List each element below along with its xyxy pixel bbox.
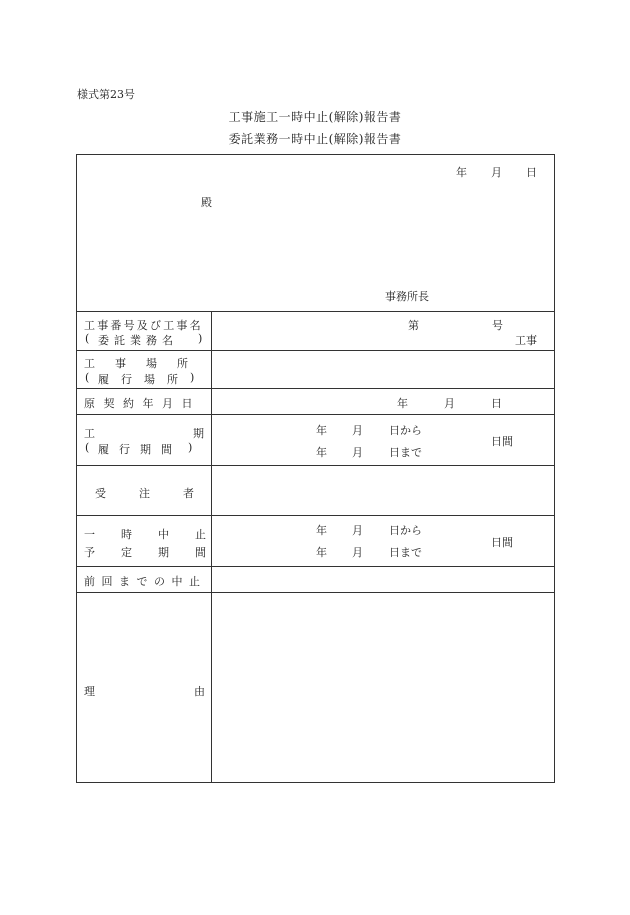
suspension-from-year: 年: [316, 524, 327, 537]
period-label-close: ): [188, 441, 193, 454]
period-to-month: 月: [352, 446, 363, 459]
form-number: 様式第23号: [77, 88, 135, 101]
suspension-to-year: 年: [316, 546, 327, 559]
contract-year-unit: 年: [397, 397, 408, 410]
period-to-year: 年: [316, 446, 327, 459]
period-to-day: 日まで: [389, 446, 422, 459]
work-name-label: 工事番号及び工事名: [84, 319, 203, 332]
period-from-month: 月: [352, 424, 363, 437]
commission-name-label-close: ): [198, 332, 203, 345]
suspension-from-month: 月: [352, 524, 363, 537]
row-divider: [76, 414, 555, 415]
period-days: 日間: [491, 435, 513, 448]
suspension-days: 日間: [491, 536, 513, 549]
reason-label-right: 由: [194, 685, 205, 698]
row-divider: [76, 592, 555, 593]
row-divider: [76, 350, 555, 351]
report-table: [76, 154, 555, 783]
scheduled-period-label: 予定期間: [84, 546, 232, 559]
location-label: 工事場所: [84, 357, 208, 370]
suspension-from-day: 日から: [389, 524, 422, 537]
period-label: 工期: [84, 427, 302, 440]
sender-title: 事務所長: [385, 290, 429, 303]
contract-month-unit: 月: [444, 397, 455, 410]
work-suffix: 工事: [515, 334, 537, 347]
previous-suspension-label: 前回までの中止: [84, 575, 207, 588]
contractor-label: 受注者: [95, 487, 227, 500]
row-divider: [76, 311, 555, 312]
location-label-open: (: [85, 371, 90, 384]
document-title-commission: 委託業務一時中止(解除)報告書: [228, 132, 402, 146]
date-month-unit: 月: [491, 166, 502, 179]
performance-location-label: 履行場所: [98, 373, 190, 386]
reason-label-left: 理: [84, 685, 95, 698]
commission-name-label: 委託業務名: [98, 334, 178, 347]
period-from-day: 日から: [389, 424, 422, 437]
period-from-year: 年: [316, 424, 327, 437]
location-label-close: ): [190, 371, 195, 384]
document-title-construction: 工事施工一時中止(解除)報告書: [228, 110, 402, 124]
period-label-open: (: [85, 441, 90, 454]
work-number-prefix: 第: [408, 319, 419, 332]
suspension-to-month: 月: [352, 546, 363, 559]
contract-day-unit: 日: [491, 397, 502, 410]
addressee-suffix: 殿: [201, 196, 212, 209]
suspension-to-day: 日まで: [389, 546, 422, 559]
row-divider: [76, 515, 555, 516]
contract-date-label: 原契約年月日: [84, 397, 201, 410]
work-number-suffix: 号: [492, 319, 503, 332]
row-divider: [76, 465, 555, 466]
date-day-unit: 日: [526, 166, 537, 179]
performance-period-label: 履行期間: [98, 443, 182, 456]
row-divider: [76, 566, 555, 567]
commission-name-label-open: (: [85, 332, 90, 345]
row-divider: [76, 388, 555, 389]
date-year-unit: 年: [456, 166, 467, 179]
suspension-label: 一時中止: [84, 528, 232, 541]
